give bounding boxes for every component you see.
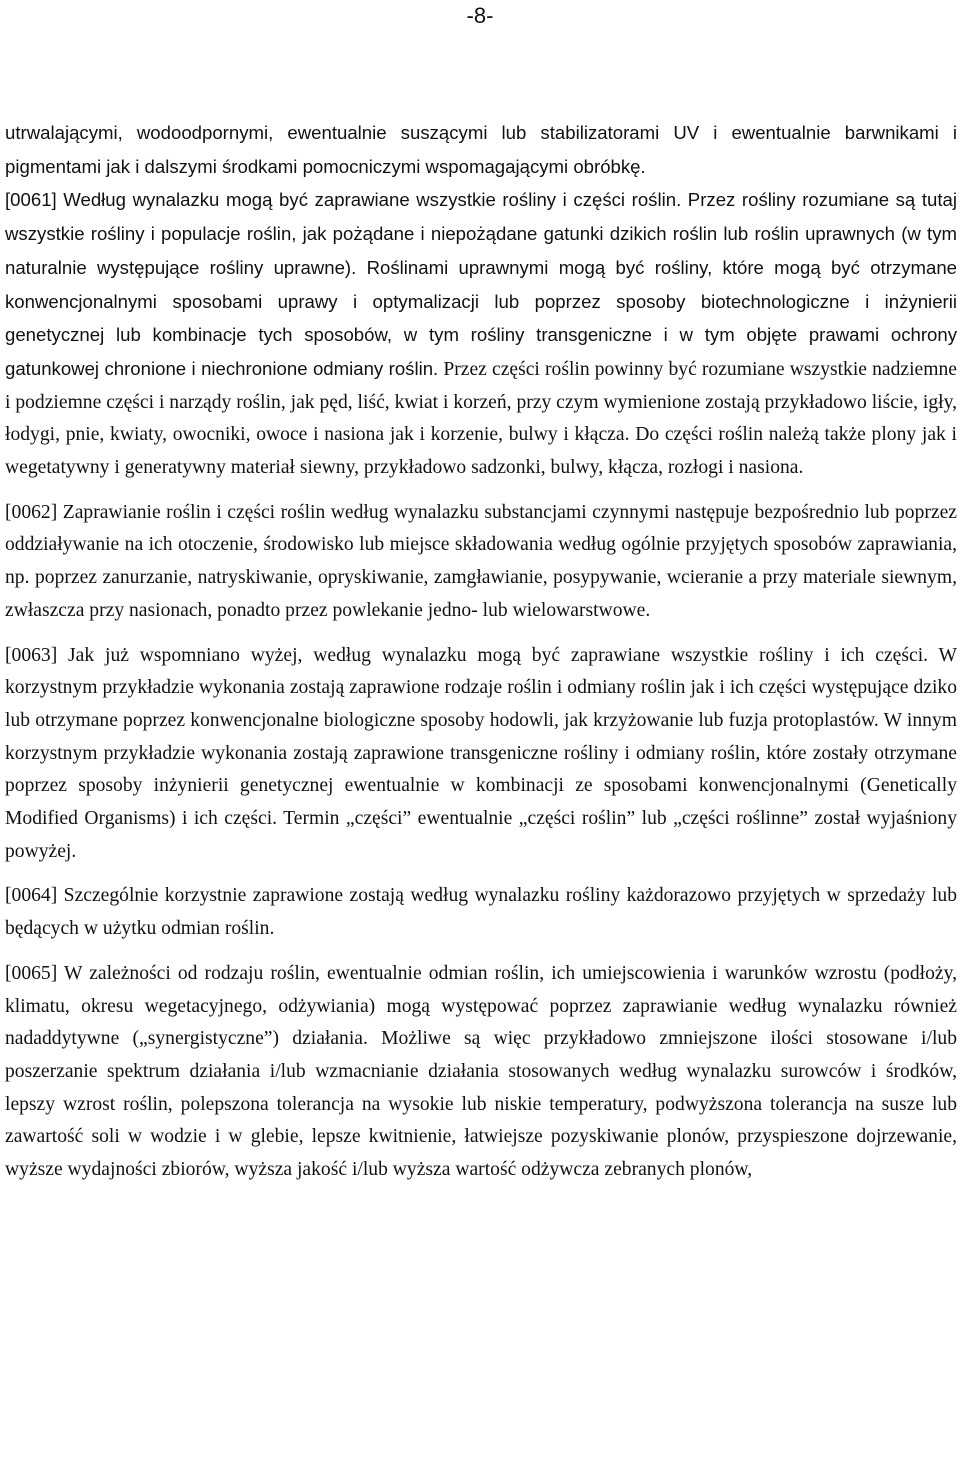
paragraph-text: utrwalającymi, wodoodpornymi, ewentualnie suszącymi lub stabilizatorami UV i ewentualnie barwnikami i pigmentami jak i dalszymi środkami pomocniczymi wspomagającymi obróbkę. — [5, 122, 957, 177]
page-number: -8- — [466, 3, 494, 28]
paragraph-0061 — [5, 184, 957, 484]
paragraph-continuation — [5, 117, 957, 184]
paragraph-text: [0061] Według wynalazku mogą być zaprawiane wszystkie rośliny i części roślin. Przez rośliny rozumiane są tutaj wszystkie rośliny i populacje roślin, jak pożądane i niepożądane gatunki dzikich roślin lub roślin uprawnych (w tym naturalnie występujące rośliny uprawne). Roślinami uprawnymi mogą być rośliny, które mogą być otrzymane konwencjonalnymi sposobami uprawy i optymalizacji lub poprzez sposoby biotechnologiczne i inżynierii genetycznej lub kombinacje tych sposobów, w tym rośliny transgeniczne i w tym objęte prawami ochrony gatunkowej chronione i niechronione odmiany roślin. — [5, 189, 957, 379]
paragraph-text: [0064] Szczególnie korzystnie zaprawione zostają według wynalazku rośliny każdorazowo przyjętych w sprzedaży lub będących w użytku odmian roślin. — [5, 885, 957, 940]
paragraph-text: [0065] W zależności od rodzaju roślin, ewentualnie odmian roślin, ich umiejscowienia i warunków wzrostu (podłoży, klimatu, okresu wegetacyjnego, odżywiania) mogą występować poprzez zaprawianie według wynalazku również nadaddytywne („synergistyczne”) działania. Możliwe są więc przykładowo zmniejszone ilości stosowane i/lub poszerzanie spektrum działania i/lub wzmacnianie działania stosowanych według wynalazku surowców i środków, lepszy wzrost roślin, polepszona tolerancja na wysokie lub niskie temperatury, podwyższona tolerancja na susze lub zawartość soli w wodzie i w glebie, lepsze kwitnienie, łatwiejsze pozyskiwanie plonów, przyspieszone dojrzewanie, wyższe wydajności zbiorów, wyższa jakość i/lub wyższa wartość odżywcza zebranych plonów, — [5, 962, 957, 1181]
paragraph-0063 — [5, 640, 957, 869]
paragraph-text: [0062] Zaprawianie roślin i części roślin według wynalazku substancjami czynnymi następuje bezpośrednio lub poprzez oddziaływanie na ich otoczenie, środowisko lub miejsce składowania według ogólnie przyjętych sposobów zaprawiania, np. poprzez zanurzanie, natryskiwanie, opryskiwanie, zamgławianie, posypywanie, wcieranie a przy materiale siewnym, zwłaszcza przy nasionach, ponadto przez powlekanie jedno- lub wielowarstwowe. — [5, 501, 957, 621]
paragraph-0064 — [5, 880, 957, 945]
paragraph-text: Przez części roślin powinny być rozumiane wszystkie nadziemne i podziemne części i narządy roślin, jak pęd, liść, kwiat i korzeń, przy czym wymienione zostają przykładowo liście, igły, łodygi, pnie, kwiaty, owocniki, owoce i nasiona jak i korzenie, bulwy i kłącza. Do części roślin należą także plony jak i wegetatywny i generatywny materiał siewny, przykładowo sadzonki, bulwy, kłącza, rozłogi i nasiona. — [5, 358, 957, 479]
paragraph-text: [0063] Jak już wspomniano wyżej, według wynalazku mogą być zaprawiane wszystkie rośliny i ich części. W korzystnym przykładzie wykonania zostają zaprawione rodzaje roślin i odmiany roślin jak i ich części występujące dziko lub otrzymane poprzez konwencjonalne biologiczne sposoby hodowli, jak krzyżowanie lub fuzja protoplastów. W innym korzystnym przykładzie wykonania zostają zaprawione transgeniczne rośliny i odmiany roślin, które zostały otrzymane poprzez sposoby inżynierii genetycznej ewentualnie w kombinacji ze sposobami konwencjonalnymi (Genetically Modified Organisms) i ich części. Termin „części” ewentualnie „części roślin” lub „części roślinne” został wyjaśniony powyżej. — [5, 644, 957, 862]
paragraph-0065 — [5, 958, 957, 1187]
document-body — [5, 117, 957, 1187]
paragraph-0062 — [5, 497, 957, 628]
